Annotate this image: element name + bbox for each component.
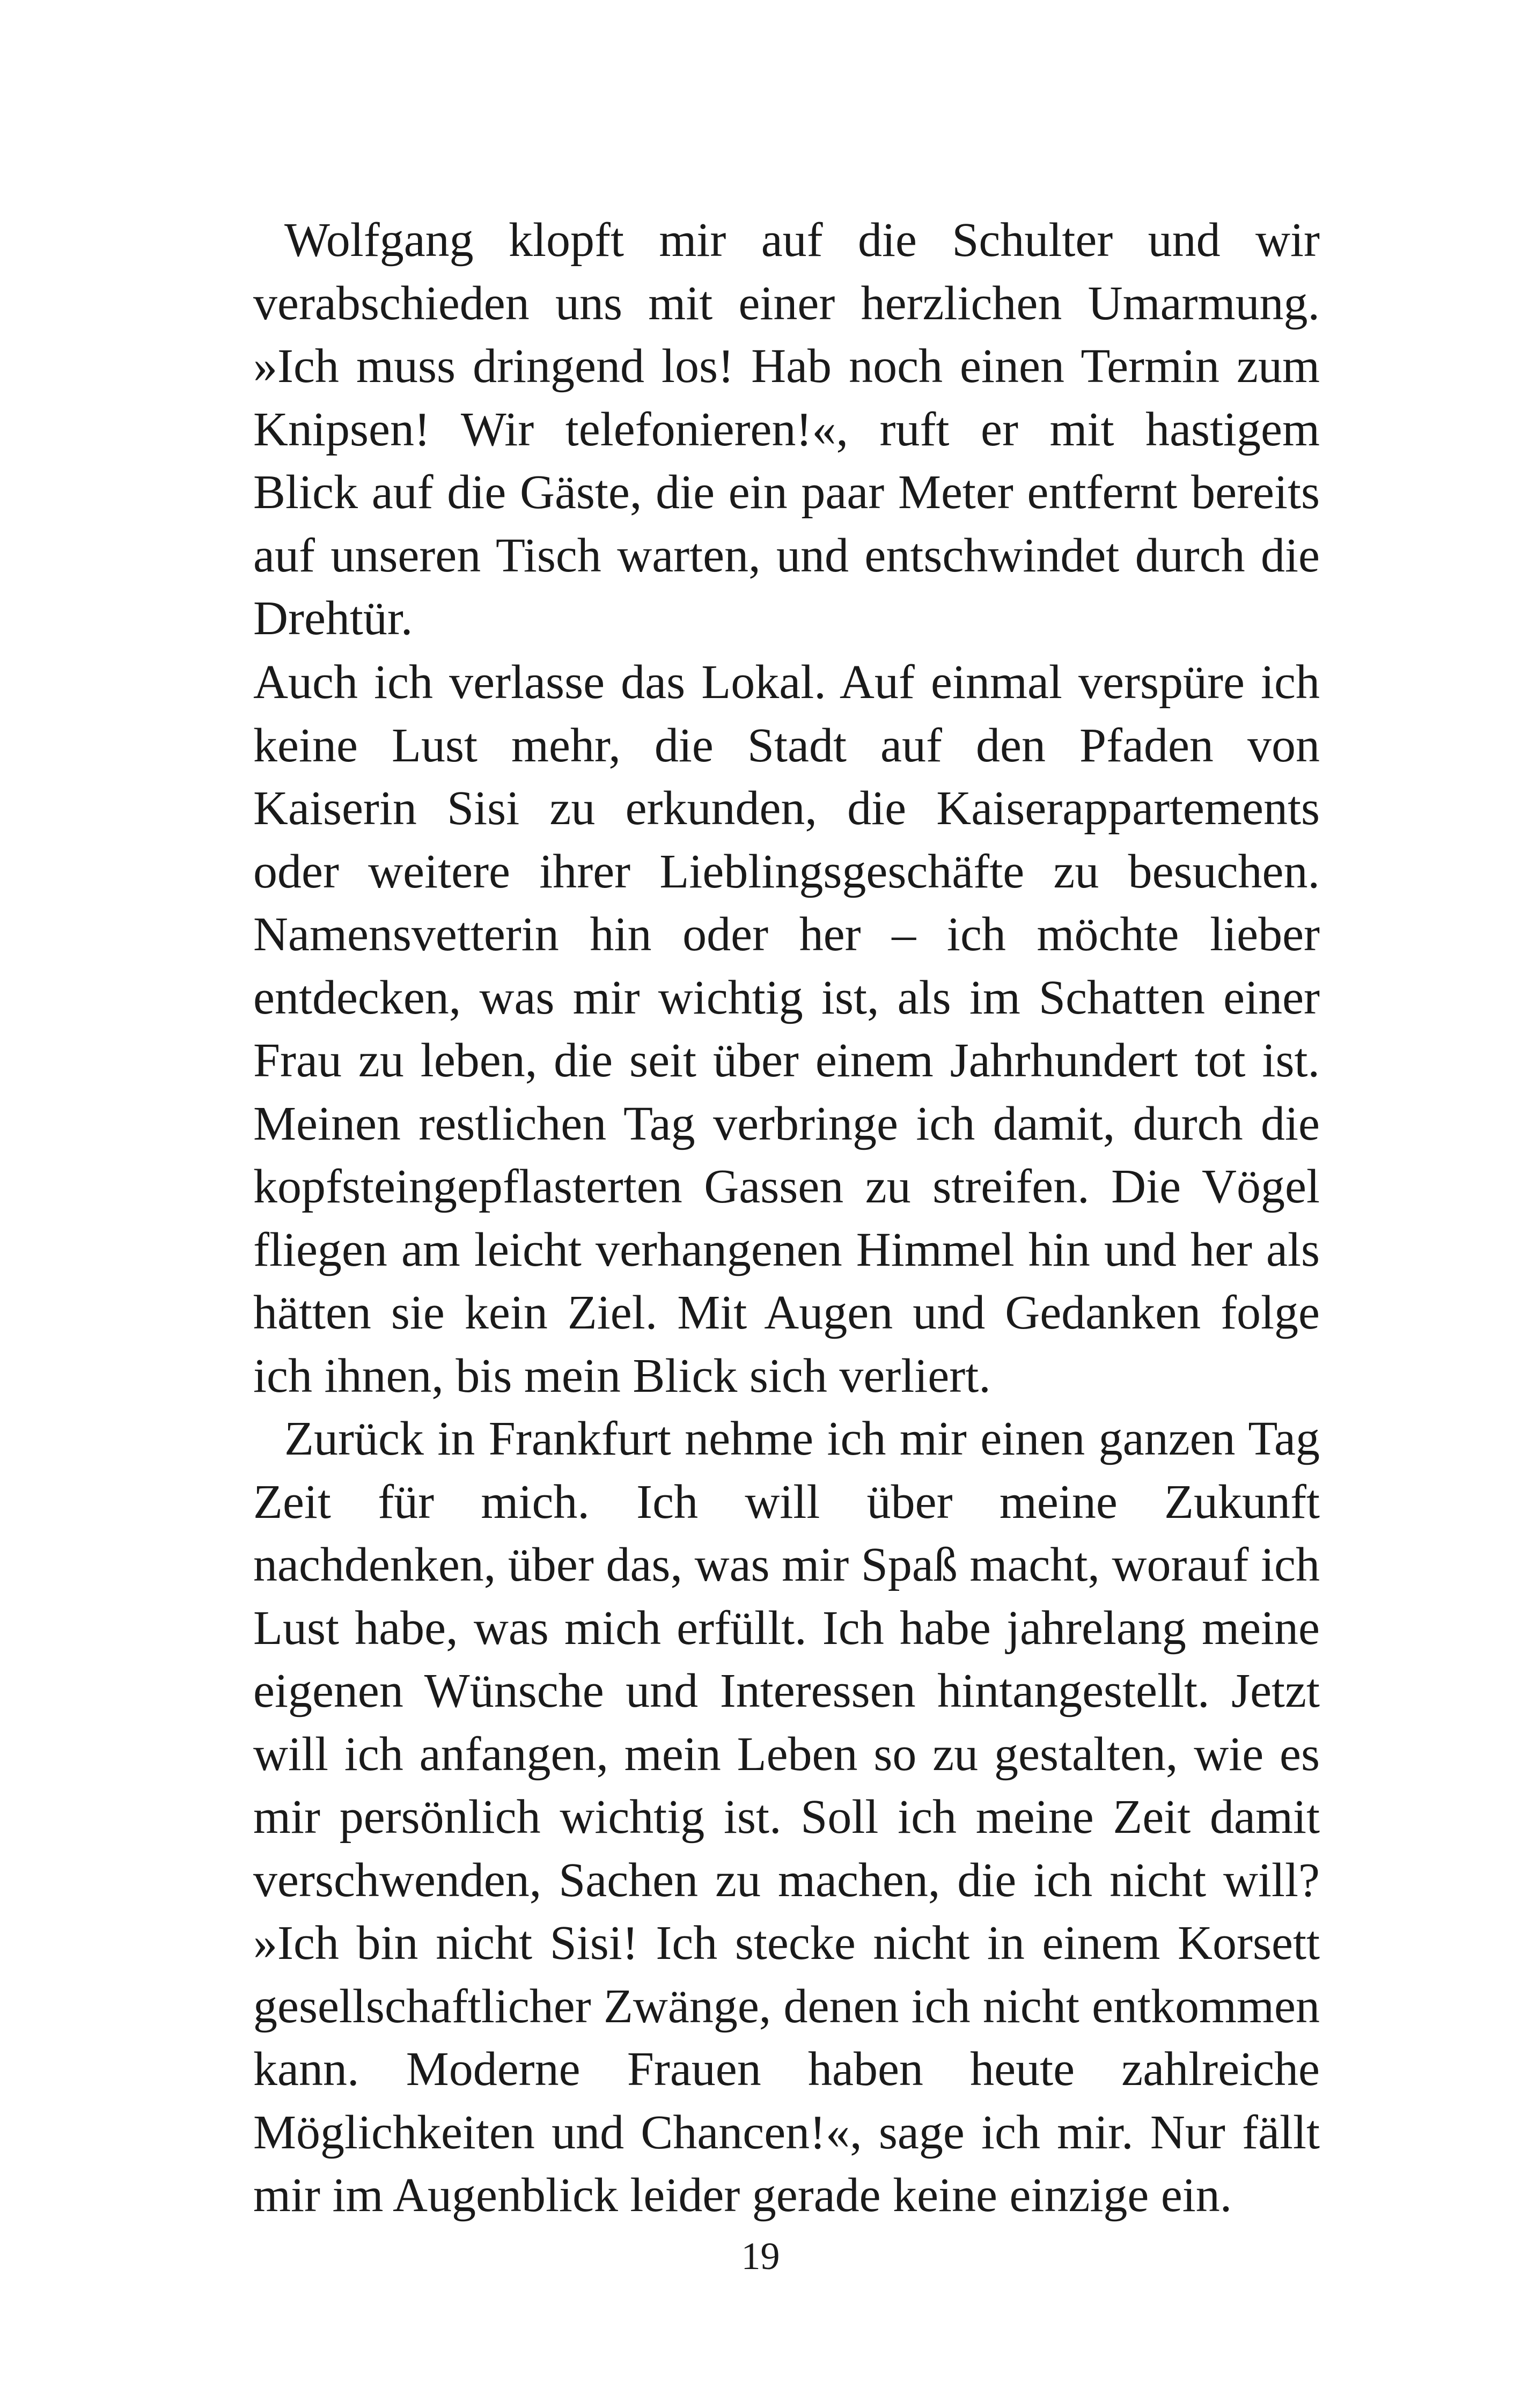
paragraph-1: Wolfgang klopft mir auf die Schulter und wir verabschieden uns mit einer herzlichen Umarmung. »Ich muss dringend los! Hab noch einen Termin zum Knipsen! Wir telefonieren!«, ruft er mit hastigem Blick auf die Gäste, die ein paar Meter entfernt bereits auf unseren Tisch warten, und entschwindet durch die Drehtür. bbox=[253, 214, 1320, 645]
text-section-2 bbox=[253, 651, 1320, 2227]
paragraph-2: Auch ich verlasse das Lokal. Auf einmal verspüre ich keine Lust mehr, die Stadt auf den Pfaden von Kaiserin Sisi zu erkunden, die Kaiserappartements oder weitere ihrer Lieblingsgeschäfte zu besuchen. Namensvetterin hin oder her – ich möchte lieber entdecken, was mir wichtig ist, als im Schatten einer Frau zu leben, die seit über einem Jahrhundert tot ist. Meinen restlichen Tag verbringe ich damit, durch die kopfsteingepflasterten Gassen zu streifen. Die Vögel fliegen am leicht verhangenen Himmel hin und her als hätten sie kein Ziel. Mit Augen und Gedanken folge ich ihnen, bis mein Blick sich verliert. bbox=[253, 656, 1320, 1403]
paragraph-3: Zurück in Frankfurt nehme ich mir einen ganzen Tag Zeit für mich. Ich will über meine Zukunft nachdenken, über das, was mir Spaß macht, worauf ich Lust habe, was mich erfüllt. Ich habe jahrelang meine eigenen Wünsche und Interessen hintangestellt. Jetzt will ich anfangen, mein Leben so zu gestalten, wie es mir persönlich wichtig ist. Soll ich meine Zeit damit verschwenden, Sachen zu machen, die ich nicht will? »Ich bin nicht Sisi! Ich stecke nicht in einem Korsett gesellschaftlicher Zwänge, denen ich nicht entkommen kann. Moderne Frauen haben heute zahlreiche Möglichkeiten und Chancen!«, sage ich mir. Nur fällt mir im Augenblick leider gerade keine einzige ein. bbox=[253, 1412, 1320, 2222]
text-section-1 bbox=[253, 209, 1320, 650]
page-number: 19 bbox=[741, 2235, 780, 2278]
